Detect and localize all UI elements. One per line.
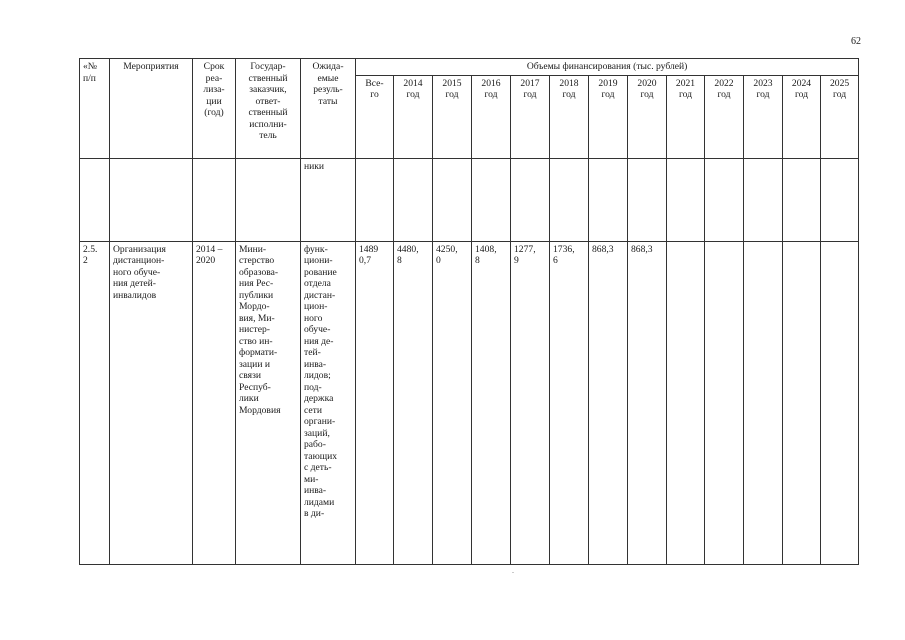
header-funding-2014: 2014 год bbox=[394, 75, 433, 158]
table-cell bbox=[783, 158, 821, 241]
table-cell bbox=[80, 158, 110, 241]
page-number: 62 bbox=[851, 36, 861, 47]
table-cell bbox=[589, 158, 628, 241]
header-event: Мероприятия bbox=[110, 59, 193, 159]
table-cell-funding-2021 bbox=[667, 241, 705, 564]
table-cell-results: функ- циони- рование отдела дистан- цион- ного обуче- ния де- тей- инва- лидов; под- держка сети органи- заций, рабо- тающих с деть- ми- инва- лидами в ди- bbox=[301, 241, 356, 564]
table-cell-funding-2018: 1736, 6 bbox=[550, 241, 589, 564]
table-cell bbox=[744, 158, 783, 241]
header-term: Срок реа- лиза- ции (год) bbox=[193, 59, 236, 159]
header-row-1 bbox=[80, 59, 859, 76]
header-funding-2021: 2021 год bbox=[667, 75, 705, 158]
header-funding-2022: 2022 год bbox=[705, 75, 744, 158]
table-cell-funding-2017: 1277, 9 bbox=[511, 241, 550, 564]
table-cell-funding-2015: 4250, 0 bbox=[433, 241, 472, 564]
scan-mark: . bbox=[512, 566, 514, 575]
table-cell bbox=[705, 158, 744, 241]
header-customer: Государ- ственный заказчик, ответ- ственный исполни- тель bbox=[236, 59, 301, 159]
table-cell-funding-2024 bbox=[783, 241, 821, 564]
table-cell bbox=[472, 158, 511, 241]
table-cell-term: 2014 – 2020 bbox=[193, 241, 236, 564]
header-funding-2025: 2025 год bbox=[821, 75, 859, 158]
table-cell bbox=[356, 158, 394, 241]
table-cell-funding-2023 bbox=[744, 241, 783, 564]
table-cell bbox=[511, 158, 550, 241]
header-funding-2020: 2020 год bbox=[628, 75, 667, 158]
header-funding-total: Все- го bbox=[356, 75, 394, 158]
table-row-continuation bbox=[80, 158, 859, 241]
table-cell-funding-2025 bbox=[821, 241, 859, 564]
header-results: Ожида- емые резуль- таты bbox=[301, 59, 356, 159]
table-cell bbox=[628, 158, 667, 241]
table-cell bbox=[433, 158, 472, 241]
header-funding-2024: 2024 год bbox=[783, 75, 821, 158]
header-funding-2017: 2017 год bbox=[511, 75, 550, 158]
table-cell bbox=[193, 158, 236, 241]
table-cell bbox=[110, 158, 193, 241]
table-cell bbox=[236, 158, 301, 241]
table-cell-funding-2020: 868,3 bbox=[628, 241, 667, 564]
header-funding-group: Объемы финансирования (тыс. рублей) bbox=[356, 59, 859, 76]
table-cell-funding-2014: 4480, 8 bbox=[394, 241, 433, 564]
table-cell-funding-2019: 868,3 bbox=[589, 241, 628, 564]
table-cell bbox=[667, 158, 705, 241]
table-cell-number: 2.5. 2 bbox=[80, 241, 110, 564]
table-cell-funding-2016: 1408, 8 bbox=[472, 241, 511, 564]
header-number: «№ п/п bbox=[80, 59, 110, 159]
table-row bbox=[80, 241, 859, 564]
funding-plan-table bbox=[79, 58, 859, 565]
table-cell-customer: Мини- стерство образова- ния Рес- публики Мордо- вия, Ми- нистер- ство ин- формати- зации и связи Респуб- лики Мордовия bbox=[236, 241, 301, 564]
header-funding-2018: 2018 год bbox=[550, 75, 589, 158]
header-funding-2015: 2015 год bbox=[433, 75, 472, 158]
table-cell bbox=[550, 158, 589, 241]
table-cell bbox=[394, 158, 433, 241]
table-cell-funding-total: 1489 0,7 bbox=[356, 241, 394, 564]
header-funding-2023: 2023 год bbox=[744, 75, 783, 158]
table-cell-results-continuation: ники bbox=[301, 158, 356, 241]
header-funding-2019: 2019 год bbox=[589, 75, 628, 158]
header-funding-2016: 2016 год bbox=[472, 75, 511, 158]
table-cell-event: Организация дистанцион- ного обуче- ния детей- инвалидов bbox=[110, 241, 193, 564]
table-cell bbox=[821, 158, 859, 241]
table-cell-funding-2022 bbox=[705, 241, 744, 564]
